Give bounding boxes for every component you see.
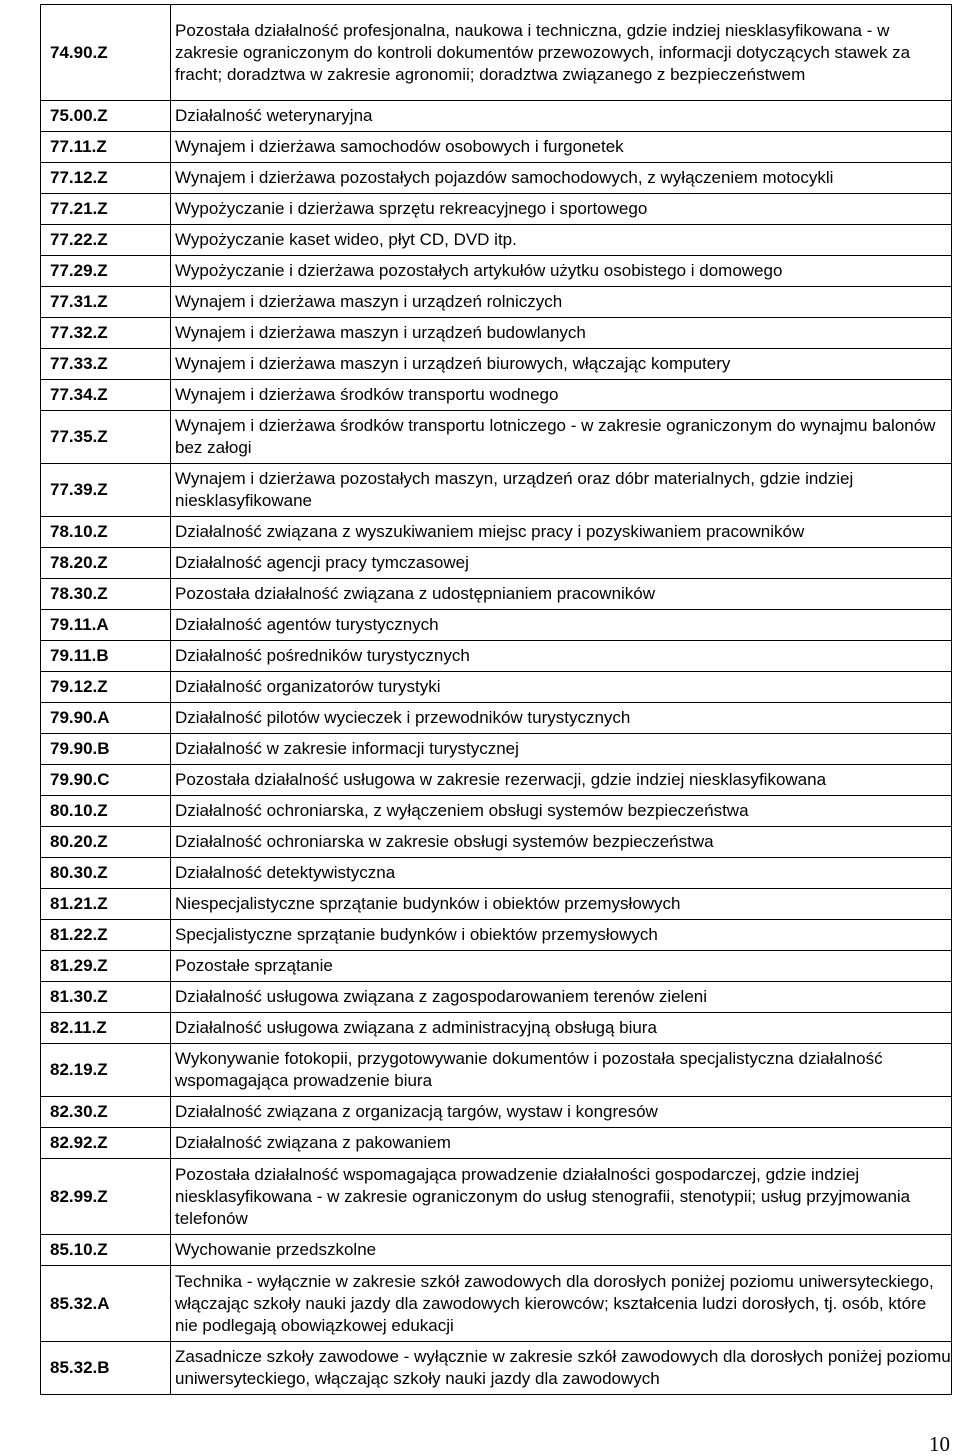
activity-description: Pozostała działalność wspomagająca prowadzenie działalności gospodarczej, gdzie indziej niesklasyfikowana - w zakresie ograniczonym do usług stenografii, stenotypii; usług przyjmowania telefonów <box>171 1159 952 1235</box>
table-row <box>41 517 952 548</box>
activity-description: Działalność agentów turystycznych <box>171 610 952 641</box>
table-row <box>41 163 952 194</box>
pkd-code: 78.30.Z <box>41 579 171 610</box>
table-row <box>41 411 952 464</box>
activity-description: Działalność związana z pakowaniem <box>171 1128 952 1159</box>
activity-description: Działalność usługowa związana z zagospodarowaniem terenów zieleni <box>171 982 952 1013</box>
table-row <box>41 641 952 672</box>
activity-description: Zasadnicze szkoły zawodowe - wyłącznie w zakresie szkół zawodowych dla dorosłych poniżej poziomu uniwersyteckiego, włączając szkoły nauki jazdy dla zawodowych <box>171 1342 952 1395</box>
table-row <box>41 349 952 380</box>
pkd-code-table <box>40 4 952 1395</box>
pkd-code: 81.22.Z <box>41 920 171 951</box>
pkd-code: 77.35.Z <box>41 411 171 464</box>
table-row <box>41 101 952 132</box>
activity-description: Wynajem i dzierżawa środków transportu lotniczego - w zakresie ograniczonym do wynajmu balonów bez załogi <box>171 411 952 464</box>
activity-description: Działalność ochroniarska, z wyłączeniem obsługi systemów bezpieczeństwa <box>171 796 952 827</box>
table-row <box>41 827 952 858</box>
pkd-code: 77.34.Z <box>41 380 171 411</box>
pkd-code: 77.22.Z <box>41 225 171 256</box>
pkd-code: 77.39.Z <box>41 464 171 517</box>
pkd-code: 77.32.Z <box>41 318 171 349</box>
pkd-code: 81.21.Z <box>41 889 171 920</box>
activity-description: Specjalistyczne sprzątanie budynków i obiektów przemysłowych <box>171 920 952 951</box>
pkd-code: 79.90.B <box>41 734 171 765</box>
activity-description: Wypożyczanie i dzierżawa pozostałych artykułów użytku osobistego i domowego <box>171 256 952 287</box>
activity-description: Działalność usługowa związana z administracyjną obsługą biura <box>171 1013 952 1044</box>
activity-description: Działalność w zakresie informacji turystycznej <box>171 734 952 765</box>
activity-description: Działalność weterynaryjna <box>171 101 952 132</box>
table-row <box>41 920 952 951</box>
pkd-code: 77.12.Z <box>41 163 171 194</box>
table-row <box>41 672 952 703</box>
pkd-code: 80.20.Z <box>41 827 171 858</box>
activity-description: Działalność związana z wyszukiwaniem miejsc pracy i pozyskiwaniem pracowników <box>171 517 952 548</box>
table-row <box>41 703 952 734</box>
table-row <box>41 464 952 517</box>
pkd-code: 82.11.Z <box>41 1013 171 1044</box>
table-row <box>41 287 952 318</box>
pkd-code: 82.30.Z <box>41 1097 171 1128</box>
activity-description: Wynajem i dzierżawa maszyn i urządzeń budowlanych <box>171 318 952 349</box>
pkd-code: 85.32.A <box>41 1266 171 1342</box>
table-row <box>41 1235 952 1266</box>
pkd-code: 81.30.Z <box>41 982 171 1013</box>
pkd-code: 78.20.Z <box>41 548 171 579</box>
pkd-code: 77.11.Z <box>41 132 171 163</box>
activity-description: Wynajem i dzierżawa samochodów osobowych i furgonetek <box>171 132 952 163</box>
pkd-code: 78.10.Z <box>41 517 171 548</box>
table-row <box>41 1013 952 1044</box>
activity-description: Działalność agencji pracy tymczasowej <box>171 548 952 579</box>
activity-description: Działalność organizatorów turystyki <box>171 672 952 703</box>
table-row <box>41 610 952 641</box>
table-row <box>41 734 952 765</box>
table-row <box>41 1044 952 1097</box>
table-row <box>41 889 952 920</box>
activity-description: Wynajem i dzierżawa maszyn i urządzeń rolniczych <box>171 287 952 318</box>
activity-description: Działalność pilotów wycieczek i przewodników turystycznych <box>171 703 952 734</box>
table-row <box>41 225 952 256</box>
pkd-code: 77.21.Z <box>41 194 171 225</box>
table-row <box>41 380 952 411</box>
pkd-code: 74.90.Z <box>41 5 171 101</box>
activity-description: Pozostała działalność związana z udostępnianiem pracowników <box>171 579 952 610</box>
table-row <box>41 1097 952 1128</box>
table-row <box>41 858 952 889</box>
pkd-code: 80.10.Z <box>41 796 171 827</box>
table-row <box>41 548 952 579</box>
activity-description: Wypożyczanie kaset wideo, płyt CD, DVD itp. <box>171 225 952 256</box>
activity-description: Wynajem i dzierżawa pozostałych maszyn, urządzeń oraz dóbr materialnych, gdzie indziej niesklasyfikowane <box>171 464 952 517</box>
pkd-code: 79.11.B <box>41 641 171 672</box>
activity-description: Technika - wyłącznie w zakresie szkół zawodowych dla dorosłych poniżej poziomu uniwersyteckiego, włączając szkoły nauki jazdy dla zawodowych kierowców; kształcenia ludzi dorosłych, tj. osób, które nie podlegają obowiązkowej edukacji <box>171 1266 952 1342</box>
pkd-code: 77.31.Z <box>41 287 171 318</box>
pkd-code: 77.33.Z <box>41 349 171 380</box>
table-row <box>41 5 952 101</box>
activity-description: Wynajem i dzierżawa pozostałych pojazdów samochodowych, z wyłączeniem motocykli <box>171 163 952 194</box>
pkd-code: 82.19.Z <box>41 1044 171 1097</box>
pkd-code: 81.29.Z <box>41 951 171 982</box>
activity-description: Wykonywanie fotokopii, przygotowywanie dokumentów i pozostała specjalistyczna działalność wspomagająca prowadzenie biura <box>171 1044 952 1097</box>
activity-description: Działalność detektywistyczna <box>171 858 952 889</box>
pkd-code: 80.30.Z <box>41 858 171 889</box>
table-row <box>41 982 952 1013</box>
activity-description: Działalność ochroniarska w zakresie obsługi systemów bezpieczeństwa <box>171 827 952 858</box>
pkd-code: 85.10.Z <box>41 1235 171 1266</box>
table-row <box>41 951 952 982</box>
activity-description: Działalność pośredników turystycznych <box>171 641 952 672</box>
pkd-code: 79.90.C <box>41 765 171 796</box>
pkd-code: 82.92.Z <box>41 1128 171 1159</box>
table-row <box>41 194 952 225</box>
table-row <box>41 1342 952 1395</box>
table-row <box>41 132 952 163</box>
pkd-code: 79.90.A <box>41 703 171 734</box>
table-row <box>41 318 952 349</box>
page-number: 10 <box>929 1432 950 1456</box>
activity-description: Pozostała działalność usługowa w zakresie rezerwacji, gdzie indziej niesklasyfikowana <box>171 765 952 796</box>
pkd-code: 85.32.B <box>41 1342 171 1395</box>
pkd-code: 75.00.Z <box>41 101 171 132</box>
activity-description: Pozostała działalność profesjonalna, naukowa i techniczna, gdzie indziej niesklasyfikowana - w zakresie ograniczonym do kontroli dokumentów przewozowych, informacji dotyczących stawek za fracht; doradztwa w zakresie agronomii; doradztwa związanego z bezpieczeństwem <box>171 5 952 101</box>
pkd-code: 79.11.A <box>41 610 171 641</box>
activity-description: Wypożyczanie i dzierżawa sprzętu rekreacyjnego i sportowego <box>171 194 952 225</box>
activity-description: Wychowanie przedszkolne <box>171 1235 952 1266</box>
table-row <box>41 579 952 610</box>
table-row <box>41 765 952 796</box>
pkd-code: 77.29.Z <box>41 256 171 287</box>
pkd-code: 79.12.Z <box>41 672 171 703</box>
activity-description: Pozostałe sprzątanie <box>171 951 952 982</box>
table-row <box>41 1266 952 1342</box>
pkd-code: 82.99.Z <box>41 1159 171 1235</box>
activity-description: Wynajem i dzierżawa maszyn i urządzeń biurowych, włączając komputery <box>171 349 952 380</box>
activity-description: Niespecjalistyczne sprzątanie budynków i obiektów przemysłowych <box>171 889 952 920</box>
activity-description: Działalność związana z organizacją targów, wystaw i kongresów <box>171 1097 952 1128</box>
activity-description: Wynajem i dzierżawa środków transportu wodnego <box>171 380 952 411</box>
table-row <box>41 256 952 287</box>
table-row <box>41 1159 952 1235</box>
table-row <box>41 1128 952 1159</box>
table-row <box>41 796 952 827</box>
